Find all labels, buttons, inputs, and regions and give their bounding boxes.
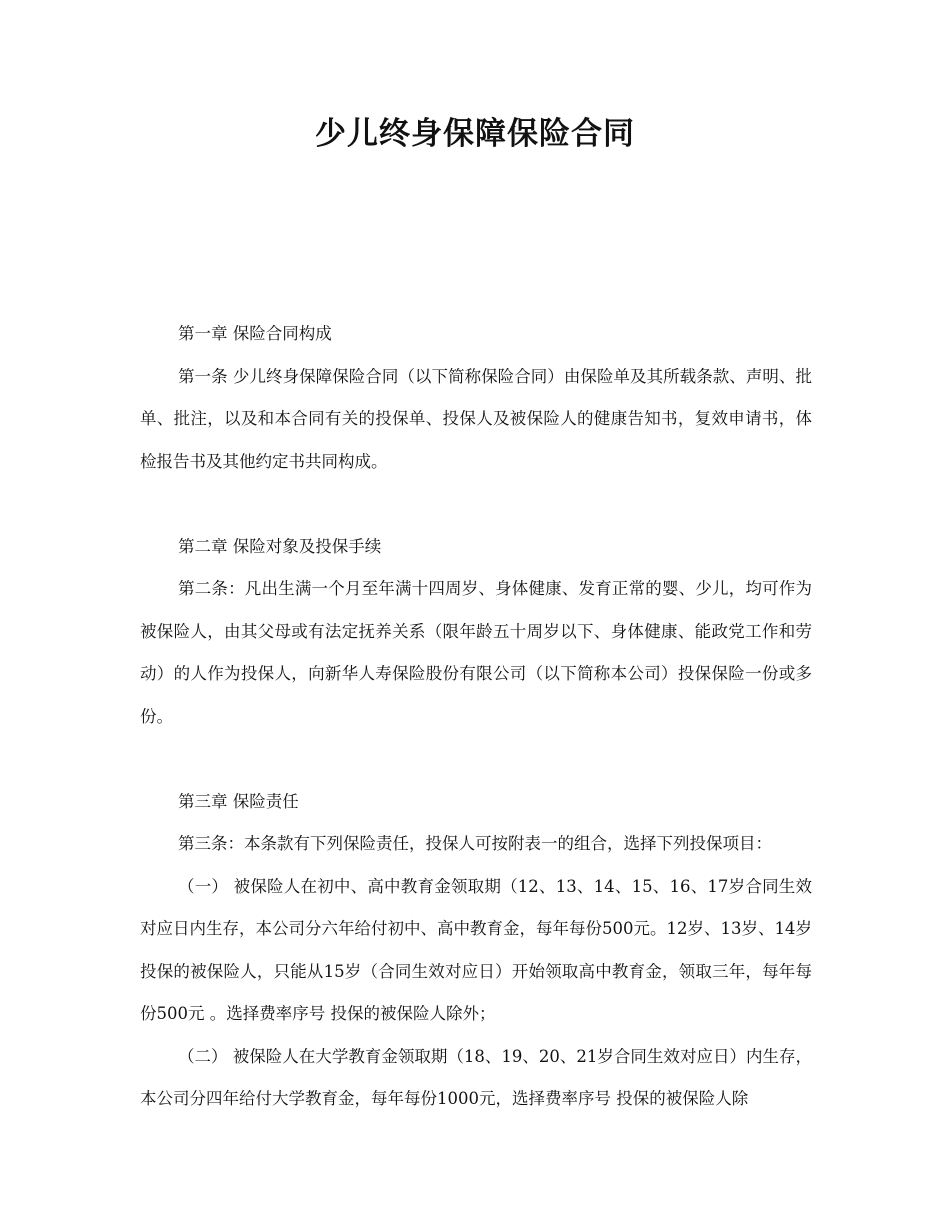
chapter-heading: 第一章 保险合同构成 bbox=[178, 324, 332, 343]
document-title: 少儿终身保障保险合同 bbox=[315, 116, 635, 152]
chapter-heading: 第三章 保险责任 bbox=[178, 791, 299, 811]
document-body bbox=[140, 313, 812, 1121]
article-paragraph: （二） 被保险人在大学教育金领取期（18、19、20、21岁合同生效对应日）内生存，本公司分四年给付大学教育金，每年每份1000元，选择费率序号 投保的被保险人除 bbox=[140, 1046, 812, 1108]
article-paragraph: 第一条 少儿终身保障保险合同（以下简称保险合同）由保险单及其所载条款、声明、批单、批注，以及和本合同有关的投保单、投保人及被保险人的健康告知书，复效申请书，体检报告书及其他约定书共同构成。 bbox=[140, 366, 812, 471]
article-paragraph: 第三条：本条款有下列保险责任，投保人可按附表一的组合，选择下列投保项目： bbox=[178, 834, 772, 853]
article-paragraph: （一） 被保险人在初中、高中教育金领取期（12、13、14、15、16、17岁合同生效对应日内生存，本公司分六年给付初中、高中教育金，每年每份500元。12岁、13岁、14岁投保的被保险人，只能从15岁（合同生效对应日）开始领取高中教育金，领取三年，每年每份500元 。选择费率序号 投保的被保险人除外； bbox=[140, 876, 812, 1023]
chapter-heading: 第二章 保险对象及投保手续 bbox=[178, 536, 382, 556]
section-gap bbox=[140, 483, 812, 526]
section-gap bbox=[140, 738, 812, 781]
article-paragraph: 第二条：凡出生满一个月至年满十四周岁、身体健康、发育正常的婴、少儿，均可作为被保险人，由其父母或有法定抚养关系（限年龄五十周岁以下、身体健康、能政党工作和劳动）的人作为投保人，向新华人寿保险股份有限公司（以下简称本公司）投保保险一份或多份。 bbox=[140, 579, 812, 726]
